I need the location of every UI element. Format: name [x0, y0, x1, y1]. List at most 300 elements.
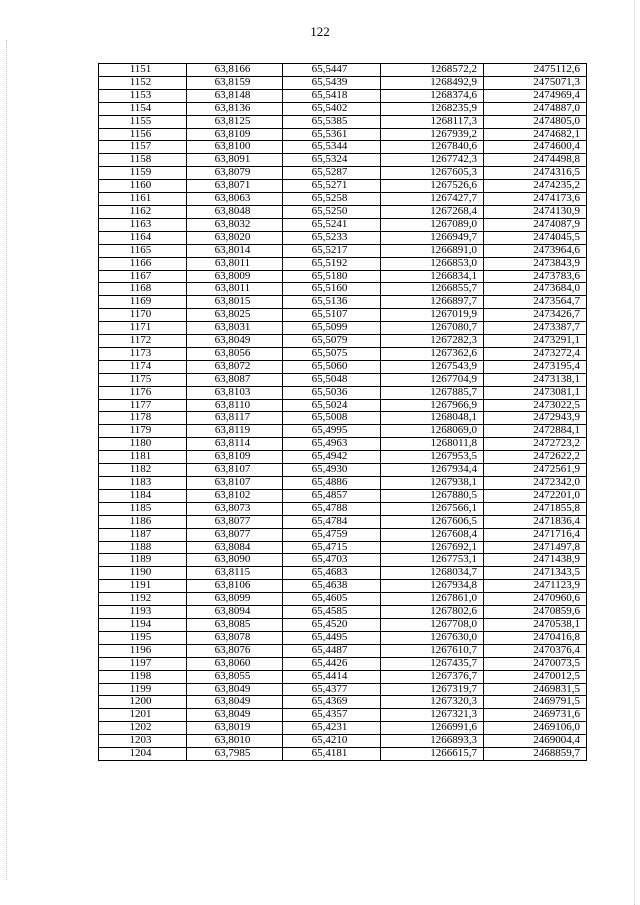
table-row	[99, 412, 587, 425]
latitude-cell: 63,8063	[187, 193, 283, 206]
latitude-cell: 63,8110	[187, 399, 283, 412]
table-row	[99, 89, 587, 102]
table-row	[99, 541, 587, 554]
latitude-cell: 63,8020	[187, 231, 283, 244]
y-coordinate-cell: 2472884,1	[484, 425, 587, 438]
latitude-cell: 63,8114	[187, 438, 283, 451]
table-row	[99, 502, 587, 515]
table-row	[99, 270, 587, 283]
table-row	[99, 735, 587, 748]
y-coordinate-cell: 2474887,0	[484, 102, 587, 115]
y-coordinate-cell: 2474087,9	[484, 218, 587, 231]
x-coordinate-cell: 1268572,2	[381, 64, 484, 77]
latitude-cell: 63,8091	[187, 154, 283, 167]
x-coordinate-cell: 1268117,3	[381, 115, 484, 128]
point-number-cell: 1155	[99, 115, 187, 128]
y-coordinate-cell: 2474682,1	[484, 128, 587, 141]
longitude-cell: 65,5324	[283, 154, 381, 167]
latitude-cell: 63,8107	[187, 477, 283, 490]
point-number-cell: 1170	[99, 309, 187, 322]
point-number-cell: 1198	[99, 670, 187, 683]
point-number-cell: 1203	[99, 735, 187, 748]
point-number-cell: 1190	[99, 567, 187, 580]
y-coordinate-cell: 2471855,8	[484, 502, 587, 515]
y-coordinate-cell: 2470416,8	[484, 631, 587, 644]
y-coordinate-cell: 2470859,6	[484, 606, 587, 619]
x-coordinate-cell: 1266855,7	[381, 283, 484, 296]
longitude-cell: 65,4942	[283, 451, 381, 464]
x-coordinate-cell: 1267566,1	[381, 502, 484, 515]
table-row	[99, 231, 587, 244]
x-coordinate-cell: 1266615,7	[381, 748, 484, 761]
y-coordinate-cell: 2469731,6	[484, 709, 587, 722]
table-row	[99, 438, 587, 451]
y-coordinate-cell: 2474130,9	[484, 205, 587, 218]
x-coordinate-cell: 1267362,6	[381, 347, 484, 360]
x-coordinate-cell: 1267608,4	[381, 528, 484, 541]
longitude-cell: 65,4369	[283, 696, 381, 709]
point-number-cell: 1186	[99, 515, 187, 528]
point-number-cell: 1204	[99, 748, 187, 761]
point-number-cell: 1180	[99, 438, 187, 451]
coordinates-table-container	[98, 63, 586, 761]
longitude-cell: 65,5287	[283, 167, 381, 180]
table-row	[99, 257, 587, 270]
y-coordinate-cell: 2473272,4	[484, 347, 587, 360]
longitude-cell: 65,4683	[283, 567, 381, 580]
table-row	[99, 296, 587, 309]
table-row	[99, 451, 587, 464]
y-coordinate-cell: 2473564,7	[484, 296, 587, 309]
latitude-cell: 63,8094	[187, 606, 283, 619]
longitude-cell: 65,5099	[283, 322, 381, 335]
point-number-cell: 1151	[99, 64, 187, 77]
x-coordinate-cell: 1267089,0	[381, 218, 484, 231]
latitude-cell: 63,8025	[187, 309, 283, 322]
x-coordinate-cell: 1266853,0	[381, 257, 484, 270]
point-number-cell: 1196	[99, 644, 187, 657]
latitude-cell: 63,7985	[187, 748, 283, 761]
point-number-cell: 1173	[99, 347, 187, 360]
y-coordinate-cell: 2469831,5	[484, 683, 587, 696]
point-number-cell: 1171	[99, 322, 187, 335]
point-number-cell: 1174	[99, 360, 187, 373]
table-row	[99, 593, 587, 606]
x-coordinate-cell: 1267861,0	[381, 593, 484, 606]
table-row	[99, 335, 587, 348]
table-row	[99, 670, 587, 683]
longitude-cell: 65,5180	[283, 270, 381, 283]
longitude-cell: 65,4703	[283, 554, 381, 567]
latitude-cell: 63,8109	[187, 128, 283, 141]
y-coordinate-cell: 2469791,5	[484, 696, 587, 709]
x-coordinate-cell: 1267019,9	[381, 309, 484, 322]
latitude-cell: 63,8019	[187, 722, 283, 735]
longitude-cell: 65,5361	[283, 128, 381, 141]
table-row	[99, 373, 587, 386]
latitude-cell: 63,8015	[187, 296, 283, 309]
point-number-cell: 1152	[99, 76, 187, 89]
point-number-cell: 1175	[99, 373, 187, 386]
x-coordinate-cell: 1267610,7	[381, 644, 484, 657]
y-coordinate-cell: 2468859,7	[484, 748, 587, 761]
point-number-cell: 1172	[99, 335, 187, 348]
point-number-cell: 1181	[99, 451, 187, 464]
table-row	[99, 477, 587, 490]
table-row	[99, 283, 587, 296]
point-number-cell: 1194	[99, 618, 187, 631]
longitude-cell: 65,4963	[283, 438, 381, 451]
longitude-cell: 65,5075	[283, 347, 381, 360]
table-row	[99, 709, 587, 722]
latitude-cell: 63,8085	[187, 618, 283, 631]
y-coordinate-cell: 2474805,0	[484, 115, 587, 128]
table-row	[99, 193, 587, 206]
table-row	[99, 386, 587, 399]
latitude-cell: 63,8071	[187, 180, 283, 193]
table-row	[99, 154, 587, 167]
x-coordinate-cell: 1267934,4	[381, 464, 484, 477]
x-coordinate-cell: 1267708,0	[381, 618, 484, 631]
y-coordinate-cell: 2471836,4	[484, 515, 587, 528]
table-row	[99, 205, 587, 218]
table-row	[99, 567, 587, 580]
point-number-cell: 1158	[99, 154, 187, 167]
longitude-cell: 65,4638	[283, 580, 381, 593]
latitude-cell: 63,8136	[187, 102, 283, 115]
longitude-cell: 65,4715	[283, 541, 381, 554]
table-row	[99, 141, 587, 154]
y-coordinate-cell: 2474600,4	[484, 141, 587, 154]
x-coordinate-cell: 1267939,2	[381, 128, 484, 141]
longitude-cell: 65,4357	[283, 709, 381, 722]
point-number-cell: 1188	[99, 541, 187, 554]
longitude-cell: 65,5241	[283, 218, 381, 231]
latitude-cell: 63,8107	[187, 464, 283, 477]
longitude-cell: 65,5418	[283, 89, 381, 102]
point-number-cell: 1164	[99, 231, 187, 244]
point-number-cell: 1199	[99, 683, 187, 696]
y-coordinate-cell: 2473684,0	[484, 283, 587, 296]
latitude-cell: 63,8125	[187, 115, 283, 128]
x-coordinate-cell: 1266893,3	[381, 735, 484, 748]
longitude-cell: 65,4995	[283, 425, 381, 438]
x-coordinate-cell: 1267606,5	[381, 515, 484, 528]
point-number-cell: 1162	[99, 205, 187, 218]
latitude-cell: 63,8079	[187, 167, 283, 180]
longitude-cell: 65,5402	[283, 102, 381, 115]
x-coordinate-cell: 1268374,6	[381, 89, 484, 102]
x-coordinate-cell: 1267321,3	[381, 709, 484, 722]
table-row	[99, 76, 587, 89]
latitude-cell: 63,8009	[187, 270, 283, 283]
x-coordinate-cell: 1267630,0	[381, 631, 484, 644]
x-coordinate-cell: 1266991,6	[381, 722, 484, 735]
point-number-cell: 1179	[99, 425, 187, 438]
table-row	[99, 115, 587, 128]
x-coordinate-cell: 1267526,6	[381, 180, 484, 193]
x-coordinate-cell: 1266834,1	[381, 270, 484, 283]
x-coordinate-cell: 1267320,3	[381, 696, 484, 709]
table-row	[99, 722, 587, 735]
table-row	[99, 657, 587, 670]
y-coordinate-cell: 2474969,4	[484, 89, 587, 102]
longitude-cell: 65,5079	[283, 335, 381, 348]
point-number-cell: 1202	[99, 722, 187, 735]
longitude-cell: 65,4377	[283, 683, 381, 696]
table-row	[99, 322, 587, 335]
page-right-edge	[634, 0, 636, 905]
table-row	[99, 347, 587, 360]
point-number-cell: 1201	[99, 709, 187, 722]
y-coordinate-cell: 2469106,0	[484, 722, 587, 735]
point-number-cell: 1177	[99, 399, 187, 412]
x-coordinate-cell: 1267885,7	[381, 386, 484, 399]
point-number-cell: 1167	[99, 270, 187, 283]
x-coordinate-cell: 1268235,9	[381, 102, 484, 115]
point-number-cell: 1163	[99, 218, 187, 231]
point-number-cell: 1192	[99, 593, 187, 606]
x-coordinate-cell: 1267427,7	[381, 193, 484, 206]
x-coordinate-cell: 1267934,8	[381, 580, 484, 593]
x-coordinate-cell: 1267953,5	[381, 451, 484, 464]
latitude-cell: 63,8060	[187, 657, 283, 670]
y-coordinate-cell: 2470538,1	[484, 618, 587, 631]
y-coordinate-cell: 2473964,6	[484, 244, 587, 257]
page-left-edge	[6, 40, 8, 880]
y-coordinate-cell: 2474235,2	[484, 180, 587, 193]
y-coordinate-cell: 2471123,9	[484, 580, 587, 593]
point-number-cell: 1187	[99, 528, 187, 541]
y-coordinate-cell: 2472561,9	[484, 464, 587, 477]
point-number-cell: 1191	[99, 580, 187, 593]
y-coordinate-cell: 2470376,4	[484, 644, 587, 657]
table-row	[99, 528, 587, 541]
longitude-cell: 65,4788	[283, 502, 381, 515]
point-number-cell: 1178	[99, 412, 187, 425]
table-row	[99, 618, 587, 631]
table-row	[99, 489, 587, 502]
table-row	[99, 425, 587, 438]
x-coordinate-cell: 1267742,3	[381, 154, 484, 167]
longitude-cell: 65,4857	[283, 489, 381, 502]
table-row	[99, 399, 587, 412]
x-coordinate-cell: 1267753,1	[381, 554, 484, 567]
x-coordinate-cell: 1267938,1	[381, 477, 484, 490]
point-number-cell: 1161	[99, 193, 187, 206]
table-row	[99, 218, 587, 231]
x-coordinate-cell: 1268011,8	[381, 438, 484, 451]
y-coordinate-cell: 2473843,9	[484, 257, 587, 270]
latitude-cell: 63,8099	[187, 593, 283, 606]
x-coordinate-cell: 1267692,1	[381, 541, 484, 554]
y-coordinate-cell: 2472201,0	[484, 489, 587, 502]
latitude-cell: 63,8084	[187, 541, 283, 554]
y-coordinate-cell: 2472622,2	[484, 451, 587, 464]
table-row	[99, 102, 587, 115]
latitude-cell: 63,8076	[187, 644, 283, 657]
latitude-cell: 63,8072	[187, 360, 283, 373]
latitude-cell: 63,8106	[187, 580, 283, 593]
table-row	[99, 554, 587, 567]
table-row	[99, 644, 587, 657]
longitude-cell: 65,4495	[283, 631, 381, 644]
x-coordinate-cell: 1267543,9	[381, 360, 484, 373]
y-coordinate-cell: 2474498,8	[484, 154, 587, 167]
longitude-cell: 65,4886	[283, 477, 381, 490]
longitude-cell: 65,4759	[283, 528, 381, 541]
y-coordinate-cell: 2471438,9	[484, 554, 587, 567]
table-row	[99, 309, 587, 322]
table-body	[99, 64, 587, 761]
longitude-cell: 65,5060	[283, 360, 381, 373]
longitude-cell: 65,5107	[283, 309, 381, 322]
latitude-cell: 63,8117	[187, 412, 283, 425]
point-number-cell: 1154	[99, 102, 187, 115]
y-coordinate-cell: 2473783,6	[484, 270, 587, 283]
table-row	[99, 128, 587, 141]
point-number-cell: 1183	[99, 477, 187, 490]
point-number-cell: 1165	[99, 244, 187, 257]
latitude-cell: 63,8048	[187, 205, 283, 218]
longitude-cell: 65,5036	[283, 386, 381, 399]
x-coordinate-cell: 1266891,0	[381, 244, 484, 257]
point-number-cell: 1184	[99, 489, 187, 502]
x-coordinate-cell: 1266949,7	[381, 231, 484, 244]
table-row	[99, 515, 587, 528]
latitude-cell: 63,8031	[187, 322, 283, 335]
latitude-cell: 63,8102	[187, 489, 283, 502]
table-row	[99, 360, 587, 373]
y-coordinate-cell: 2471497,8	[484, 541, 587, 554]
y-coordinate-cell: 2473387,7	[484, 322, 587, 335]
x-coordinate-cell: 1267319,7	[381, 683, 484, 696]
longitude-cell: 65,5447	[283, 64, 381, 77]
x-coordinate-cell: 1267605,3	[381, 167, 484, 180]
y-coordinate-cell: 2474173,6	[484, 193, 587, 206]
table-row	[99, 748, 587, 761]
point-number-cell: 1153	[99, 89, 187, 102]
x-coordinate-cell: 1267704,9	[381, 373, 484, 386]
x-coordinate-cell: 1267282,3	[381, 335, 484, 348]
point-number-cell: 1182	[99, 464, 187, 477]
x-coordinate-cell: 1268069,0	[381, 425, 484, 438]
table-row	[99, 580, 587, 593]
longitude-cell: 65,4181	[283, 748, 381, 761]
latitude-cell: 63,8090	[187, 554, 283, 567]
point-number-cell: 1160	[99, 180, 187, 193]
latitude-cell: 63,8100	[187, 141, 283, 154]
longitude-cell: 65,4487	[283, 644, 381, 657]
latitude-cell: 63,8011	[187, 257, 283, 270]
y-coordinate-cell: 2475071,3	[484, 76, 587, 89]
longitude-cell: 65,4414	[283, 670, 381, 683]
x-coordinate-cell: 1267268,4	[381, 205, 484, 218]
x-coordinate-cell: 1268048,1	[381, 412, 484, 425]
table-row	[99, 64, 587, 77]
table-row	[99, 167, 587, 180]
x-coordinate-cell: 1267376,7	[381, 670, 484, 683]
longitude-cell: 65,5344	[283, 141, 381, 154]
latitude-cell: 63,8056	[187, 347, 283, 360]
longitude-cell: 65,5250	[283, 205, 381, 218]
y-coordinate-cell: 2471343,5	[484, 567, 587, 580]
point-number-cell: 1195	[99, 631, 187, 644]
table-row	[99, 464, 587, 477]
longitude-cell: 65,4210	[283, 735, 381, 748]
longitude-cell: 65,5439	[283, 76, 381, 89]
page-number: 122	[310, 24, 330, 39]
latitude-cell: 63,8049	[187, 709, 283, 722]
table-row	[99, 696, 587, 709]
latitude-cell: 63,8049	[187, 335, 283, 348]
table-row	[99, 631, 587, 644]
y-coordinate-cell: 2475112,6	[484, 64, 587, 77]
longitude-cell: 65,5024	[283, 399, 381, 412]
latitude-cell: 63,8055	[187, 670, 283, 683]
latitude-cell: 63,8119	[187, 425, 283, 438]
longitude-cell: 65,5233	[283, 231, 381, 244]
latitude-cell: 63,8077	[187, 515, 283, 528]
latitude-cell: 63,8049	[187, 696, 283, 709]
y-coordinate-cell: 2473291,1	[484, 335, 587, 348]
point-number-cell: 1159	[99, 167, 187, 180]
latitude-cell: 63,8011	[187, 283, 283, 296]
point-number-cell: 1185	[99, 502, 187, 515]
point-number-cell: 1200	[99, 696, 187, 709]
x-coordinate-cell: 1267435,7	[381, 657, 484, 670]
y-coordinate-cell: 2472342,0	[484, 477, 587, 490]
longitude-cell: 65,4231	[283, 722, 381, 735]
y-coordinate-cell: 2474316,5	[484, 167, 587, 180]
x-coordinate-cell: 1268034,7	[381, 567, 484, 580]
y-coordinate-cell: 2470960,6	[484, 593, 587, 606]
latitude-cell: 63,8049	[187, 683, 283, 696]
table-row	[99, 180, 587, 193]
latitude-cell: 63,8032	[187, 218, 283, 231]
point-number-cell: 1156	[99, 128, 187, 141]
longitude-cell: 65,5385	[283, 115, 381, 128]
longitude-cell: 65,4585	[283, 606, 381, 619]
longitude-cell: 65,5217	[283, 244, 381, 257]
longitude-cell: 65,5008	[283, 412, 381, 425]
x-coordinate-cell: 1267080,7	[381, 322, 484, 335]
y-coordinate-cell: 2474045,5	[484, 231, 587, 244]
latitude-cell: 63,8159	[187, 76, 283, 89]
y-coordinate-cell: 2473426,7	[484, 309, 587, 322]
y-coordinate-cell: 2470073,5	[484, 657, 587, 670]
point-number-cell: 1193	[99, 606, 187, 619]
y-coordinate-cell: 2472943,9	[484, 412, 587, 425]
longitude-cell: 65,5160	[283, 283, 381, 296]
x-coordinate-cell: 1266897,7	[381, 296, 484, 309]
y-coordinate-cell: 2473022,5	[484, 399, 587, 412]
y-coordinate-cell: 2473195,4	[484, 360, 587, 373]
latitude-cell: 63,8073	[187, 502, 283, 515]
x-coordinate-cell: 1268492,9	[381, 76, 484, 89]
latitude-cell: 63,8115	[187, 567, 283, 580]
latitude-cell: 63,8103	[187, 386, 283, 399]
longitude-cell: 65,5136	[283, 296, 381, 309]
longitude-cell: 65,4426	[283, 657, 381, 670]
latitude-cell: 63,8087	[187, 373, 283, 386]
y-coordinate-cell: 2469004,4	[484, 735, 587, 748]
latitude-cell: 63,8109	[187, 451, 283, 464]
x-coordinate-cell: 1267840,6	[381, 141, 484, 154]
latitude-cell: 63,8166	[187, 64, 283, 77]
coordinates-table	[98, 63, 587, 761]
point-number-cell: 1157	[99, 141, 187, 154]
